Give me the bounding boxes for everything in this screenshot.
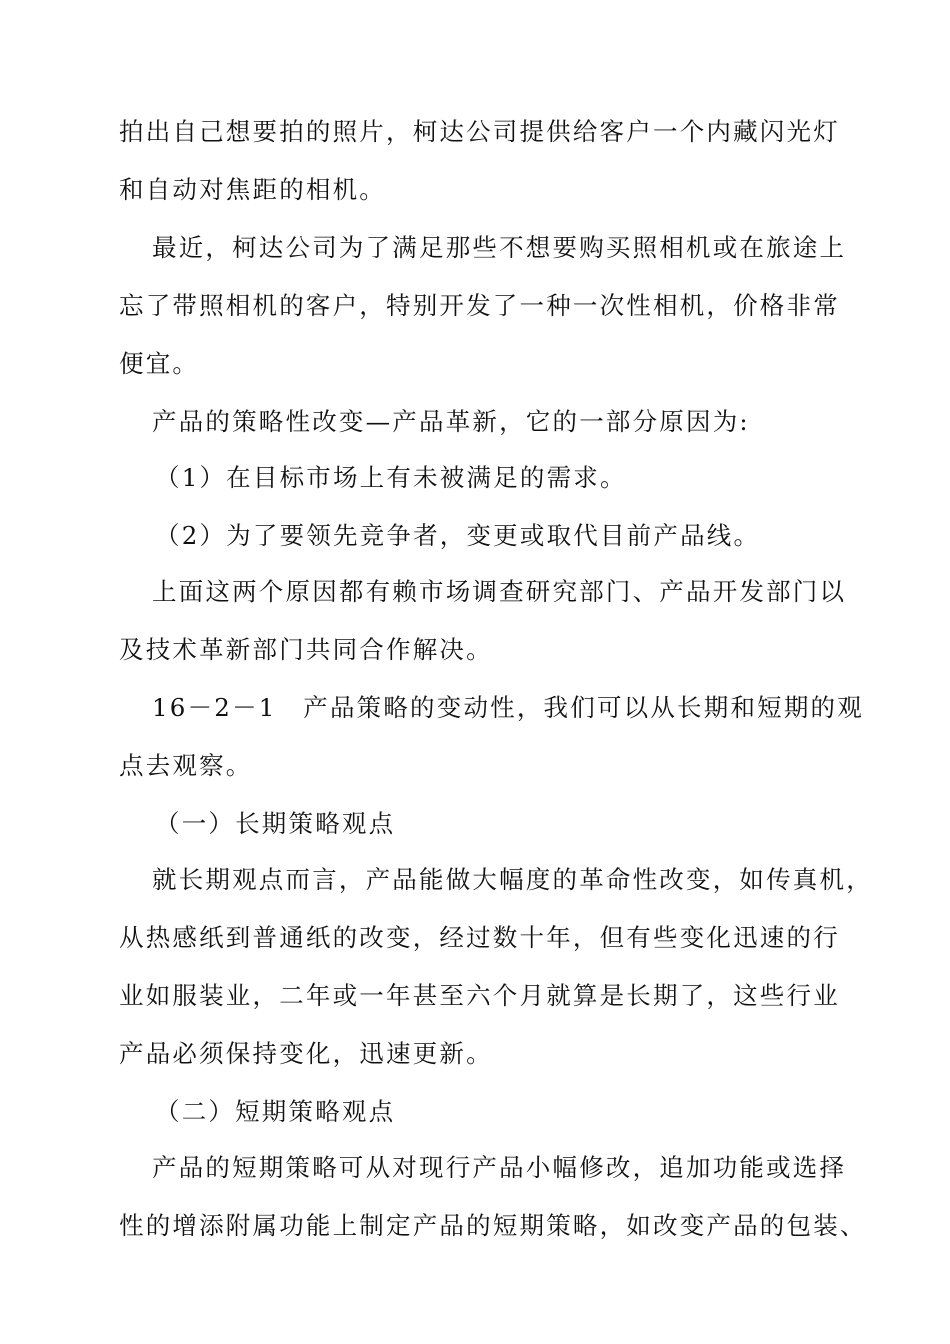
paragraph-line: 产品的短期策略可从对现行产品小幅修改，追加功能或选择 <box>152 1153 847 1182</box>
subsection-heading: （二）短期策略观点 <box>155 1097 396 1126</box>
paragraph-line: 拍出自己想要拍的照片，柯达公司提供给客户一个内藏闪光灯 <box>119 117 840 146</box>
paragraph-line: 业如服装业，二年或一年甚至六个月就算是长期了，这些行业 <box>119 981 840 1010</box>
paragraph-line: 点去观察。 <box>119 751 253 780</box>
paragraph-line: 性的增添附属功能上制定产品的短期策略，如改变产品的包装、 <box>119 1211 867 1240</box>
paragraph-line: 从热感纸到普通纸的改变，经过数十年，但有些变化迅速的行 <box>119 923 840 952</box>
paragraph-line: 和自动对焦距的相机。 <box>119 175 386 204</box>
list-item-line: （1）在目标市场上有未被满足的需求。 <box>155 463 627 492</box>
paragraph-line: 产品的策略性改变—产品革新，它的一部分原因为: <box>152 407 750 436</box>
paragraph-line: 及技术革新部门共同合作解决。 <box>119 635 493 664</box>
paragraph-line: 最近，柯达公司为了满足那些不想要购买照相机或在旅途上 <box>152 233 847 262</box>
paragraph-line: 产品必须保持变化，迅速更新。 <box>119 1039 493 1068</box>
paragraph-line: 忘了带照相机的客户，特别开发了一种一次性相机，价格非常 <box>119 291 840 320</box>
list-item-line: （2）为了要领先竞争者，变更或取代目前产品线。 <box>155 521 761 550</box>
paragraph-line: 就长期观点而言，产品能做大幅度的革命性改变，如传真机， <box>152 865 873 894</box>
section-heading-line: 16－2－1 产品策略的变动性，我们可以从长期和短期的观 <box>152 693 864 722</box>
paragraph-line: 便宜。 <box>119 349 200 378</box>
paragraph-line: 上面这两个原因都有赖市场调查研究部门、产品开发部门以 <box>152 577 847 606</box>
subsection-heading: （一）长期策略观点 <box>155 809 396 838</box>
